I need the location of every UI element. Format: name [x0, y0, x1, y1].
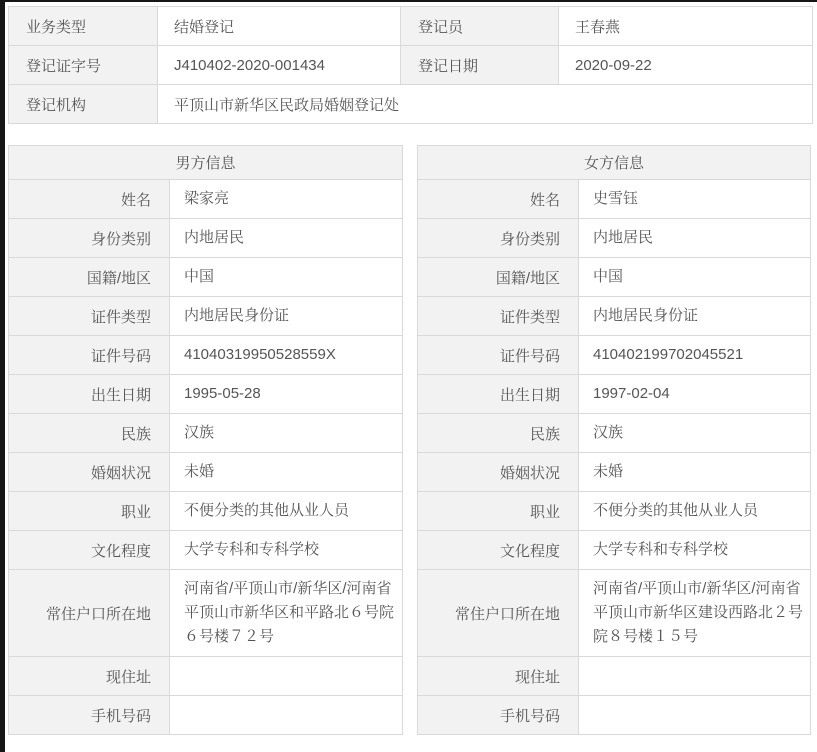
table-row	[9, 492, 403, 531]
field-value: 内地居民身份证	[579, 297, 811, 336]
table-row	[418, 336, 811, 375]
field-label: 证件号码	[9, 336, 170, 375]
field-label: 民族	[418, 414, 579, 453]
field-value: 河南省/平顶山市/新华区/河南省平顶山市新华区和平路北６号院６号楼７２号	[170, 570, 403, 657]
field-label: 登记证字号	[9, 46, 158, 85]
table-row	[418, 453, 811, 492]
field-label: 文化程度	[418, 531, 579, 570]
table-row	[9, 7, 813, 46]
field-label: 身份类别	[418, 219, 579, 258]
table-row	[9, 297, 403, 336]
field-label: 常住户口所在地	[418, 570, 579, 657]
table-row	[9, 696, 403, 735]
field-label: 出生日期	[9, 375, 170, 414]
field-value: 内地居民身份证	[170, 297, 403, 336]
table-row	[418, 570, 811, 657]
field-label: 现住址	[9, 657, 170, 696]
field-label: 姓名	[9, 180, 170, 219]
field-value: 1997-02-04	[579, 375, 811, 414]
field-value: 梁家亮	[170, 180, 403, 219]
table-row	[9, 657, 403, 696]
table-row	[9, 219, 403, 258]
field-label: 职业	[9, 492, 170, 531]
female-info-table	[417, 145, 811, 735]
table-row	[9, 85, 813, 124]
table-row	[9, 414, 403, 453]
field-label: 证件号码	[418, 336, 579, 375]
table-row	[418, 531, 811, 570]
field-label: 现住址	[418, 657, 579, 696]
field-label: 身份类别	[9, 219, 170, 258]
field-value: 河南省/平顶山市/新华区/河南省平顶山市新华区建设西路北２号院８号楼１５号	[579, 570, 811, 657]
field-value: 中国	[579, 258, 811, 297]
field-label: 国籍/地区	[9, 258, 170, 297]
field-label: 手机号码	[418, 696, 579, 735]
field-value: 内地居民	[579, 219, 811, 258]
table-row	[418, 180, 811, 219]
male-info-table	[8, 145, 403, 735]
table-row	[418, 696, 811, 735]
field-value: 史雪钰	[579, 180, 811, 219]
field-label: 业务类型	[9, 7, 158, 46]
male-table-title: 男方信息	[9, 146, 403, 180]
field-value: 中国	[170, 258, 403, 297]
field-value: 内地居民	[170, 219, 403, 258]
field-label: 姓名	[418, 180, 579, 219]
table-row	[9, 375, 403, 414]
field-value: 大学专科和专科学校	[170, 531, 403, 570]
field-label: 出生日期	[418, 375, 579, 414]
table-header-row	[418, 146, 811, 180]
field-value: J410402-2020-001434	[158, 46, 401, 85]
field-label: 婚姻状况	[418, 453, 579, 492]
field-label: 登记机构	[9, 85, 158, 124]
table-row	[9, 453, 403, 492]
field-value	[579, 657, 811, 696]
screenshot-top-edge	[0, 0, 817, 2]
table-row	[9, 531, 403, 570]
field-value: 王春燕	[559, 7, 813, 46]
table-row	[9, 336, 403, 375]
field-value: 不便分类的其他从业人员	[170, 492, 403, 531]
field-value: 未婚	[579, 453, 811, 492]
field-label: 文化程度	[9, 531, 170, 570]
table-header-row	[9, 146, 403, 180]
table-row	[9, 180, 403, 219]
field-value: 汉族	[170, 414, 403, 453]
field-label: 手机号码	[9, 696, 170, 735]
field-value: 不便分类的其他从业人员	[579, 492, 811, 531]
field-label: 证件类型	[9, 297, 170, 336]
table-row	[9, 46, 813, 85]
field-value: 41040319950528559X	[170, 336, 403, 375]
field-value: 1995-05-28	[170, 375, 403, 414]
field-label: 民族	[9, 414, 170, 453]
field-value	[170, 657, 403, 696]
field-label: 常住户口所在地	[9, 570, 170, 657]
field-value: 汉族	[579, 414, 811, 453]
field-label: 职业	[418, 492, 579, 531]
field-value: 410402199702045521	[579, 336, 811, 375]
table-row	[418, 297, 811, 336]
field-label: 登记员	[401, 7, 559, 46]
field-label: 婚姻状况	[9, 453, 170, 492]
table-row	[418, 258, 811, 297]
field-value	[170, 696, 403, 735]
table-row	[9, 258, 403, 297]
table-row	[418, 492, 811, 531]
female-table-title: 女方信息	[418, 146, 811, 180]
field-value	[579, 696, 811, 735]
field-label: 证件类型	[418, 297, 579, 336]
field-label: 登记日期	[401, 46, 559, 85]
field-value: 未婚	[170, 453, 403, 492]
table-row	[418, 219, 811, 258]
field-value: 平顶山市新华区民政局婚姻登记处	[158, 85, 813, 124]
registration-summary-table	[8, 6, 813, 124]
field-value: 2020-09-22	[559, 46, 813, 85]
table-row	[9, 570, 403, 657]
table-row	[418, 657, 811, 696]
field-value: 结婚登记	[158, 7, 401, 46]
table-row	[418, 375, 811, 414]
table-row	[418, 414, 811, 453]
screenshot-left-edge	[0, 0, 5, 752]
field-value: 大学专科和专科学校	[579, 531, 811, 570]
field-label: 国籍/地区	[418, 258, 579, 297]
